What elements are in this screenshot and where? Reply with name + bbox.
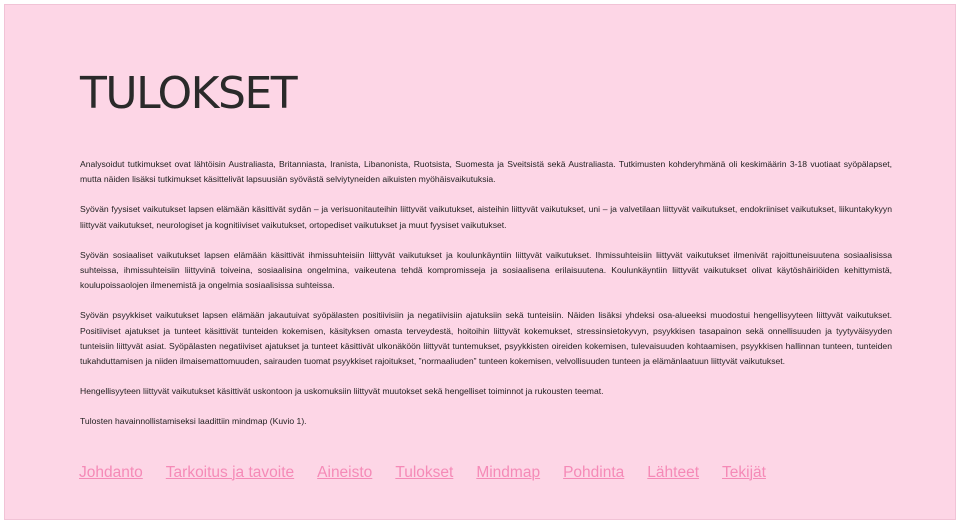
paragraph-social-effects: Syövän sosiaaliset vaikutukset lapsen elämään käsittivät ihmissuhteisiin liittyvät vaikutukset ja koulunkäyntiin liittyvät vaikutukset. Ihmissuhteisiin liittyvät vaikutukset ilmenivät rajoittuneisuutena sosiaalisissa suhteissa, ihmissuhteisiin liittyvinä toiveina, sosiaalisina ongelmina, vaikeutena tehdä kompromisseja ja sosiaalisena erilaisuutena. Koulunkäyntiin liittyvät vaikutukset olivat käytöshäiriöiden kehittymistä, koulupoissaolojen ilmenemistä ja ongelmia sosiaalisissa suhteissa. [80,249,892,291]
paragraph-psychological-effects: Syövän psyykkiset vaikutukset lapsen elämään jakautuivat syöpälasten positiivisiin ja negatiivisiin ajatuksiin sekä tunteisiin. Näiden lisäksi yhdeksi osa-alueeksi muodostui hengellisyyteen liittyvät vaikutukset. Positiiviset ajatukset ja tunteet käsittivät tunteiden kokemisen, käsityksen omasta terveydestä, hoitoihin liittyvät kokemukset, stressinsietokyvyn, psyykkisen tasapainon sekä onnellisuuden ja tyytyväisyyden tunteisiin liittyvät asiat. Syöpälasten negatiiviset ajatukset ja tunteet käsittivät ulkonäköön liittyvät tuntemukset, psyykkisten oireiden kokemisen, tulevaisuuden kohtaamisen, psyykkisen hallinnan tunteen, tunteiden tukahduttamisen ja niiden ilmaisemattomuuden, sairauden tuomat psyykkiset rajoitukset, ”normaaliuden” tunteen kokemisen, velvollisuuden tunteen ja elämänlaatuun liittyvät vaikutukset. [80,310,892,367]
nav-link-aineisto[interactable]: Aineisto [317,464,373,481]
paragraph-physical-effects: Syövän fyysiset vaikutukset lapsen elämään käsittivät sydän – ja verisuonitauteihin liittyvät vaikutukset, aisteihin liittyvät vaikutukset, uni – ja valvetilaan liittyvät vaikutukset, endokriiniset vaikutukset, liikuntakykyyn liittyvät vaikutukset, neurologiset ja kognitiiviset vaikutukset, ortopediset vaikutukset ja muut fyysiset vaikutukset. [80,204,892,230]
page-frame [4,4,956,520]
main-content [80,61,892,434]
nav-link-tekijat[interactable]: Tekijät [722,464,766,481]
nav-link-lahteet[interactable]: Lähteet [647,464,699,481]
nav-link-mindmap[interactable]: Mindmap [476,464,541,481]
nav-link-tulokset[interactable]: Tulokset [395,464,454,481]
results-text [80,157,892,430]
nav-link-johdanto[interactable]: Johdanto [79,464,143,481]
nav-link-pohdinta[interactable]: Pohdinta [563,464,625,481]
page-navigation [79,464,766,482]
paragraph-spirituality: Hengellisyyteen liittyvät vaikutukset käsittivät uskontoon ja uskomuksiin liittyvät muutokset sekä hengelliset toiminnot ja rukousten teemat. [80,386,604,397]
paragraph-sources: Analysoidut tutkimukset ovat lähtöisin Australiasta, Britanniasta, Iranista, Libanonista, Ruotsista, Suomesta ja Sveitsistä sekä Australiasta. Tutkimusten kohderyhmänä oli keskimäärin 3-18 vuotiaat syöpälapset, mutta näiden lisäksi tutkimukset käsittelivät lapsuusiän syövästä selviytyneiden aikuisten myöhäisvaikutuksia. [80,159,892,185]
paragraph-mindmap-note: Tulosten havainnollistamiseksi laadittiin mindmap (Kuvio 1). [80,416,307,427]
page-title: TULOKSET [80,68,297,119]
nav-link-tarkoitus-ja-tavoite[interactable]: Tarkoitus ja tavoite [165,464,295,481]
